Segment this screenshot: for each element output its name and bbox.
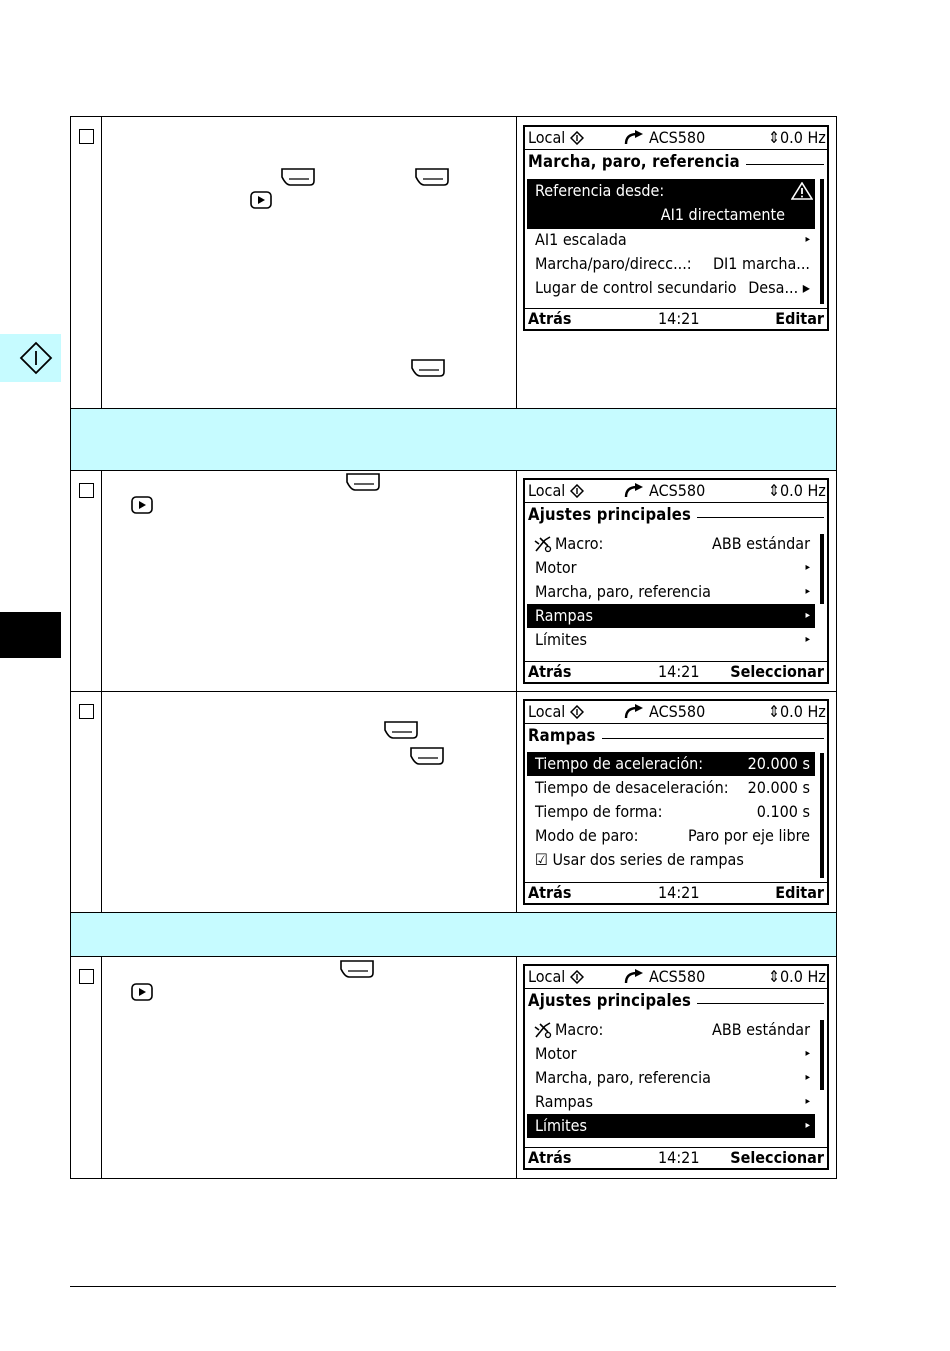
panel-footer [525, 661, 827, 682]
drive-name: ACS580 [649, 481, 706, 500]
list-item[interactable]: Motor ▸ [535, 1044, 810, 1063]
side-tab-start [0, 334, 61, 382]
macro-icon [533, 535, 553, 553]
list-item[interactable]: Macro: ABB estándar [527, 1018, 815, 1042]
reference-value: 0.0 Hz [780, 967, 826, 986]
reference-value: 0.0 Hz [780, 702, 826, 721]
play-key-icon [131, 496, 153, 514]
scrollbar[interactable] [820, 534, 824, 604]
list-item[interactable]: Marcha/paro/direcc...: DI1 marcha... [535, 254, 810, 273]
control-panel-display-4 [523, 964, 829, 1170]
reference-value: 0.0 Hz [780, 128, 826, 147]
list-item[interactable]: Límites ▸ [527, 1114, 815, 1138]
status-bar [525, 480, 827, 503]
local-diamond-icon [570, 705, 584, 719]
status-bar [525, 966, 827, 989]
status-bar [525, 701, 827, 724]
list-item[interactable]: Tiempo de aceleración: 20.000 s [527, 752, 815, 776]
control-panel-display-3 [523, 699, 829, 905]
panel-title: Rampas [528, 726, 602, 745]
up-down-arrow-icon: ⇕ [768, 481, 781, 500]
step-checkbox-1[interactable] [79, 129, 94, 144]
scrollbar[interactable] [820, 753, 824, 878]
list-item[interactable]: Motor ▸ [535, 558, 810, 577]
clock: 14:21 [658, 309, 700, 328]
control-location: Local [528, 128, 566, 147]
softkey-right-label[interactable]: Editar [775, 883, 824, 902]
control-location: Local [528, 967, 566, 986]
macro-icon [533, 1021, 553, 1039]
status-bar [525, 127, 827, 150]
list-item[interactable]: Rampas ▸ [527, 604, 815, 628]
play-key-icon [131, 983, 153, 1001]
list-item[interactable]: Tiempo de desaceleración: 20.000 s [535, 778, 810, 797]
drive-name: ACS580 [649, 967, 706, 986]
list-item[interactable]: AI1 escalada ▸ [535, 230, 810, 249]
list-item[interactable]: Marcha, paro, referencia ▸ [535, 1068, 810, 1087]
softkey-left-label[interactable]: Atrás [528, 883, 572, 902]
list-item[interactable]: Macro: ABB estándar [527, 532, 815, 556]
panel-footer [525, 882, 827, 903]
step-checkbox-2[interactable] [79, 483, 94, 498]
rotation-arrow-icon [623, 483, 645, 499]
local-diamond-icon [570, 131, 584, 145]
section-band-2 [71, 913, 836, 956]
drive-name: ACS580 [649, 128, 706, 147]
clock: 14:21 [658, 1148, 700, 1167]
list-item[interactable]: Rampas ▸ [535, 1092, 810, 1111]
softkey-icon [345, 472, 381, 492]
softkey-right-label[interactable]: Seleccionar [730, 1148, 824, 1167]
up-down-arrow-icon: ⇕ [768, 967, 781, 986]
panel-title: Marcha, paro, referencia [528, 152, 746, 171]
rotation-arrow-icon [623, 969, 645, 985]
start-diamond-icon [0, 334, 61, 382]
softkey-icon [280, 167, 316, 187]
list-item[interactable]: Referencia desde: AI1 directamente [527, 179, 815, 229]
softkey-icon [383, 720, 419, 740]
control-panel-display-1 [523, 125, 829, 331]
control-panel-display-2 [523, 478, 829, 684]
list-item[interactable]: Tiempo de forma: 0.100 s [535, 802, 810, 821]
step-checkbox-4[interactable] [79, 969, 94, 984]
side-tab-chapter-marker [0, 612, 61, 658]
softkey-icon [409, 746, 445, 766]
clock: 14:21 [658, 883, 700, 902]
list-item[interactable]: ☑ Usar dos series de rampas [535, 850, 744, 869]
scrollbar[interactable] [820, 1020, 824, 1090]
list-item[interactable]: Marcha, paro, referencia ▸ [535, 582, 810, 601]
panel-footer [525, 1147, 827, 1168]
warning-icon [791, 182, 813, 200]
clock: 14:21 [658, 662, 700, 681]
panel-title: Ajustes principales [528, 505, 697, 524]
step-checkbox-3[interactable] [79, 704, 94, 719]
panel-title: Ajustes principales [528, 991, 697, 1010]
control-location: Local [528, 481, 566, 500]
local-diamond-icon [570, 970, 584, 984]
softkey-left-label[interactable]: Atrás [528, 662, 572, 681]
reference-value: 0.0 Hz [780, 481, 826, 500]
drive-name: ACS580 [649, 702, 706, 721]
up-down-arrow-icon: ⇕ [768, 128, 781, 147]
panel-footer [525, 308, 827, 329]
scrollbar[interactable] [820, 179, 824, 304]
list-item[interactable]: Lugar de control secundario Desa... ▸ [535, 278, 810, 297]
page-footer-rule [70, 1286, 836, 1287]
softkey-left-label[interactable]: Atrás [528, 1148, 572, 1167]
rotation-arrow-icon [623, 130, 645, 146]
softkey-left-label[interactable]: Atrás [528, 309, 572, 328]
up-down-arrow-icon: ⇕ [768, 702, 781, 721]
section-band-1 [71, 409, 836, 470]
softkey-icon [339, 959, 375, 979]
local-diamond-icon [570, 484, 584, 498]
rotation-arrow-icon [623, 704, 645, 720]
list-item[interactable]: Modo de paro: Paro por eje libre [535, 826, 810, 845]
list-item[interactable]: Límites ▸ [535, 630, 810, 649]
softkey-icon [414, 167, 450, 187]
softkey-icon [410, 358, 446, 378]
play-key-icon [250, 191, 272, 209]
control-location: Local [528, 702, 566, 721]
softkey-right-label[interactable]: Seleccionar [730, 662, 824, 681]
softkey-right-label[interactable]: Editar [775, 309, 824, 328]
